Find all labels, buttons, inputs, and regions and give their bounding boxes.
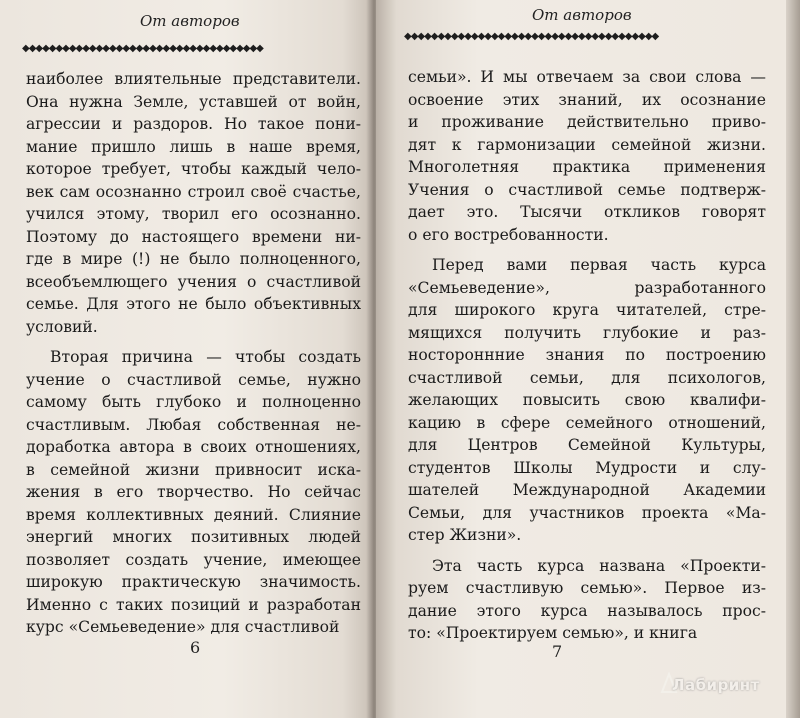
text-line: мание пришло лишь в наше время, — [26, 137, 361, 156]
left-body-text — [26, 68, 361, 639]
right-page — [376, 0, 786, 718]
left-ornament-rule: ◆◆◆◆◆◆◆◆◆◆◆◆◆◆◆◆◆◆◆◆◆◆◆◆◆◆◆◆◆◆◆◆◆◆◆◆ — [22, 44, 263, 54]
text-line: учение о счастливой семье, нужно — [26, 370, 361, 389]
text-line: доработка автора в своих отношениях, — [26, 438, 361, 456]
left-page — [0, 0, 372, 718]
text-line: условий. — [26, 317, 98, 336]
text-line: для Центров Семейной Культуры, — [408, 436, 766, 454]
text-line: в семейной жизни привносит иска- — [26, 460, 361, 479]
watermark-logo: Лабиринт — [672, 676, 760, 694]
text-line: Она нужна Земле, уставшей от войн, — [26, 92, 361, 111]
text-line: счастливым. Любая собственная не- — [26, 415, 361, 434]
text-line: наиболее влиятельные представители. — [26, 70, 361, 88]
text-line: «Семьеведение», разработанного — [408, 278, 766, 297]
text-line: Учения о счастливой семье подтверж- — [408, 180, 766, 199]
right-running-head: От авторов — [532, 6, 632, 24]
right-body-text — [408, 66, 766, 645]
text-line: век сам осознанно строил своё счастье, — [26, 182, 361, 201]
text-line: энергий многих позитивных людей — [26, 528, 361, 546]
text-line: всеобъемлющего учения о счастливой — [26, 272, 361, 291]
text-line: Вторая причина — чтобы создать — [50, 348, 361, 366]
text-line: семье. Для этого не было объективных — [26, 295, 361, 313]
text-line: позволяет создать учение, имеющее — [26, 550, 361, 569]
text-line: жения в его творчество. Но сейчас — [26, 483, 361, 501]
text-line: руем счастливую семью». Первое из- — [408, 579, 766, 597]
text-line: счастливой семьи, для психологов, — [408, 368, 766, 387]
text-line: мящихся получить глубокие и раз- — [408, 323, 766, 342]
text-line: где в мире (!) не было полноценного, — [26, 250, 361, 268]
text-line: кацию в сфере семейного отношений, — [408, 413, 766, 432]
text-line: Поэтому до настоящего времени ни- — [26, 227, 361, 246]
text-line: освоение этих знаний, их осознание — [408, 90, 766, 109]
text-line: самому быть глубоко и полноценно — [26, 393, 361, 411]
text-line: о его востребованности. — [408, 225, 609, 244]
text-line: дает это. Тысячи откликов говорят — [408, 203, 766, 221]
text-line: и проживание действительно приво- — [408, 113, 766, 131]
text-line: желающих повысить свою квалифи- — [408, 391, 766, 409]
text-line: семьи». И мы отвечаем за свои слова — — [408, 68, 766, 86]
text-line: студентов Школы Мудрости и слу- — [408, 458, 766, 477]
text-line: Многолетняя практика применения — [408, 158, 766, 176]
text-line: ностороннние знания по построению — [408, 346, 766, 364]
left-page-number: 6 — [190, 638, 201, 657]
text-line: время коллективных деяний. Слияние — [26, 505, 361, 524]
text-line: агрессии и раздоров. Но такое пони- — [26, 115, 361, 133]
text-line: то: «Проектируем семью», и книга — [408, 624, 698, 642]
text-line: для широкого круга читателей, стре- — [408, 301, 766, 319]
text-line: стер Жизни». — [408, 526, 522, 544]
text-line: дят к гармонизации семейной жизни. — [408, 135, 766, 154]
text-line: Именно с таких позиций и разработан — [26, 595, 361, 614]
text-line: Эта часть курса названа «Проекти- — [432, 556, 766, 575]
text-line: учился этому, творил его осознанно. — [26, 205, 361, 223]
text-line: Семьи, для участников проекта «Ма- — [408, 503, 766, 522]
right-page-number: 7 — [552, 642, 563, 661]
text-line: которое требует, чтобы каждый чело- — [26, 160, 361, 178]
left-running-head: От авторов — [140, 12, 240, 30]
page-edge — [786, 0, 800, 718]
text-line: курс «Семьеведение» для счастливой — [26, 618, 340, 636]
text-line: дание этого курса называлось прос- — [408, 601, 766, 620]
text-line: Перед вами первая часть курса — [432, 256, 766, 274]
text-line: шателей Международной Академии — [408, 481, 766, 499]
right-ornament-rule: ◆◆◆◆◆◆◆◆◆◆◆◆◆◆◆◆◆◆◆◆◆◆◆◆◆◆◆◆◆◆◆◆◆◆◆◆◆◆ — [404, 32, 659, 42]
text-line: широкую практическую значимость. — [26, 573, 361, 591]
